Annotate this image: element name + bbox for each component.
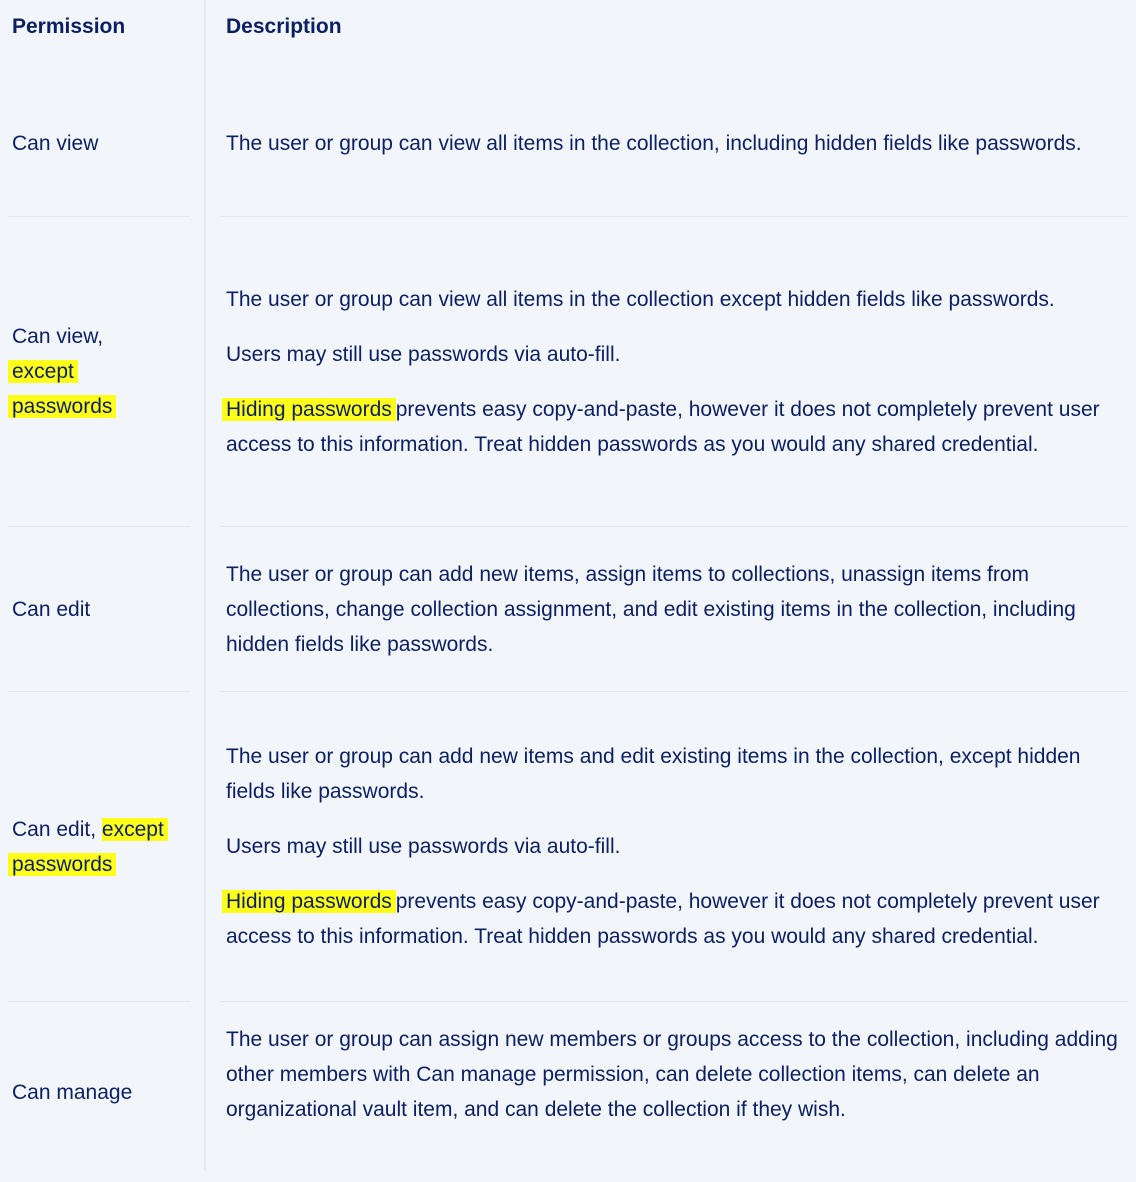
header-permission: Permission xyxy=(12,15,126,38)
description-text: Users may still use passwords via auto-fill. xyxy=(226,835,621,858)
row-can-view-description xyxy=(226,70,1126,216)
row-can-edit-except-passwords-permission xyxy=(12,692,197,1001)
description-note xyxy=(226,392,1126,462)
highlighted-text: except xyxy=(8,360,78,383)
description-text: The user or group can assign new members or groups access to the collection, including adding other members with Can manage permission, can delete collection items, can delete an organizational vault item, and can delete the collection if they wish. xyxy=(226,1028,1118,1121)
highlighted-text: Hiding passwords xyxy=(222,398,396,421)
description-text: The user or group can view all items in the collection except hidden fields like passwords. xyxy=(226,287,1055,311)
column-divider xyxy=(204,0,206,1170)
row-can-edit-except-passwords-description xyxy=(226,692,1126,1001)
row-can-edit-permission xyxy=(12,527,197,691)
description-text: The user or group can view all items in the collection, including hidden fields like passwords. xyxy=(226,131,1082,155)
row-can-edit-description xyxy=(226,527,1126,691)
permission-label: Can view xyxy=(12,131,99,155)
highlighted-text: passwords xyxy=(8,395,116,418)
header-description: Description xyxy=(226,15,342,38)
description-text: Users may still use passwords via auto-fill. xyxy=(226,342,621,366)
permission-label: Can manage xyxy=(12,1080,133,1104)
permission-label: Can view, xyxy=(12,325,104,348)
highlighted-text: Hiding passwords xyxy=(222,890,396,913)
row-can-view-except-passwords-description xyxy=(226,217,1126,526)
row-can-manage-permission xyxy=(12,1002,197,1182)
permission-label: Can edit, xyxy=(12,817,97,841)
row-can-manage-description xyxy=(226,1002,1126,1182)
note-text: prevents easy copy-and-paste, however it does not completely prevent user access to this information. Treat hidden passwords as you would any shared credential. xyxy=(226,397,1100,456)
permission-label: Can edit xyxy=(12,597,91,621)
description-text: The user or group can add new items, assign items to collections, unassign items from collections, change collection assignment, and edit existing items in the collection, including hidden fields like passwords. xyxy=(226,562,1076,656)
note-text: prevents easy copy-and-paste, however it does not completely prevent user access to this information. Treat hidden passwords as you would any shared credential. xyxy=(226,890,1100,948)
row-can-view-except-passwords-permission xyxy=(12,217,197,526)
highlighted-text: except xyxy=(102,818,168,841)
row-can-view-permission xyxy=(12,70,197,216)
description-note xyxy=(226,884,1126,954)
highlighted-text: passwords xyxy=(8,853,116,876)
description-text: The user or group can add new items and edit existing items in the collection, except hidden fields like passwords. xyxy=(226,745,1081,803)
